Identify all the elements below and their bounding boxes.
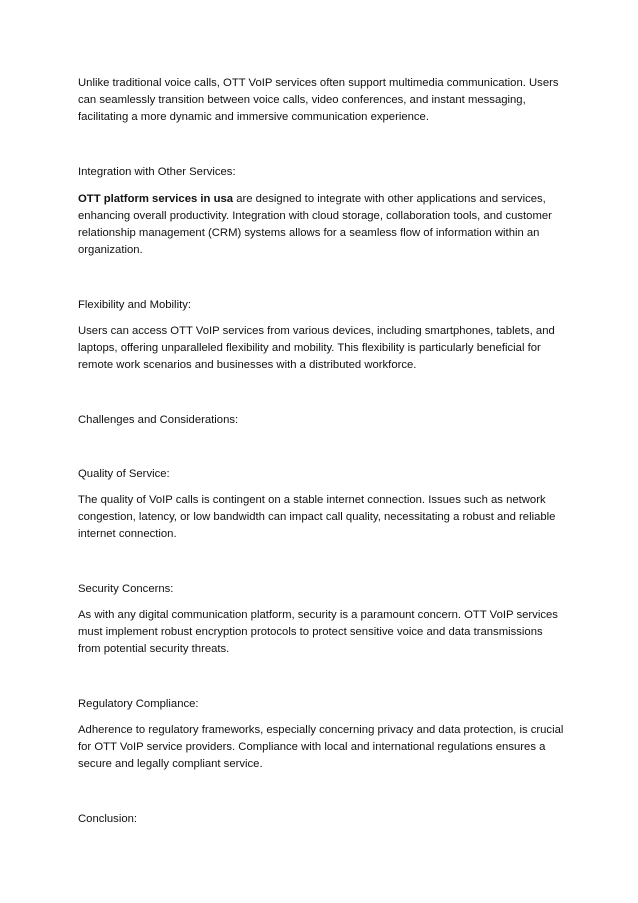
heading-quality: Quality of Service:	[78, 468, 170, 480]
heading-regulatory: Regulatory Compliance:	[78, 698, 199, 710]
paragraph-integration	[78, 191, 568, 259]
paragraph-flexibility: Users can access OTT VoIP services from various devices, including smartphones, tablets, and laptops, offering unparalleled flexibility and mobility. This flexibility is particularly beneficial for remote work scenarios and businesses with a distributed workforce.	[78, 325, 555, 371]
heading-integration: Integration with Other Services:	[78, 166, 236, 178]
paragraph-integration-text: are designed to integrate with other applications and services, enhancing overall productivity. Integration with cloud storage, collaboration tools, and customer relationship management (CRM) systems allows for a seamless flow of information within an organization.	[78, 193, 552, 256]
heading-conclusion: Conclusion:	[78, 813, 138, 825]
paragraph-multimedia: Unlike traditional voice calls, OTT VoIP services often support multimedia communication. Users can seamlessly transition between voice calls, video conferences, and instant messaging, facilitating a more dynamic and immersive communication experience.	[78, 77, 559, 123]
heading-security: Security Concerns:	[78, 583, 174, 595]
paragraph-security: As with any digital communication platform, security is a paramount concern. OTT VoIP services must implement robust encryption protocols to protect sensitive voice and data transmissions from potential security threats.	[78, 609, 558, 655]
heading-flexibility: Flexibility and Mobility:	[78, 299, 192, 311]
heading-challenges: Challenges and Considerations:	[78, 414, 239, 426]
paragraph-regulatory: Adherence to regulatory frameworks, especially concerning privacy and data protection, is crucial for OTT VoIP service providers. Compliance with local and international regulations ensures a secure and legally compliant service.	[78, 724, 564, 770]
paragraph-quality: The quality of VoIP calls is contingent on a stable internet connection. Issues such as network congestion, latency, or low bandwidth can impact call quality, necessitating a robust and reliable internet connection.	[78, 494, 556, 540]
ott-platform-link-text: OTT platform services in usa	[78, 193, 234, 205]
